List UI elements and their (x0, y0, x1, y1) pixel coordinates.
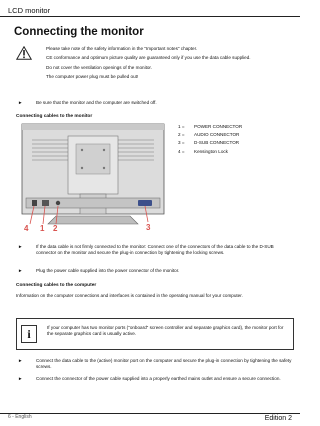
warning-icon (16, 46, 32, 60)
safety-note: The computer power plug must be pulled out! (46, 74, 139, 80)
connector-legend-item: 3 = D-SUB CONNECTOR (178, 140, 240, 146)
safety-note: Do not cover the ventilation openings of the monitor. (46, 64, 152, 70)
section-heading-monitor: Connecting cables to the monitor (16, 114, 93, 119)
connector-legend-item: 4 = Kensington Lock (178, 148, 228, 154)
page-number: 6 - English (8, 414, 32, 420)
step-text: Connect the data cable to the (active) monitor port on the computer and secure the plug-in connection by tightening the safety screws. (36, 358, 292, 369)
step-text: Be sure that the monitor and the computer are switched off. (36, 100, 157, 105)
footer-divider (0, 413, 300, 414)
info-icon: i (21, 325, 37, 343)
edition-label: Edition 2 (264, 415, 292, 422)
step-text: If the data cable is not firmly connected to the monitor: Connect one of the connectors of the data cable to the D-SUB connector on the monitor and secure the plug-in connection by tightening the locking screws. (36, 244, 274, 255)
page-title: Connecting the monitor (14, 26, 144, 38)
callout-number: 2 (53, 224, 58, 233)
info-note-text: If your computer has two monitor ports ("onboard" screen controller and separate graphics card), the monitor port for the separate graphics card is usually active. (47, 325, 284, 336)
connector-legend (178, 124, 242, 157)
callout-number: 3 (146, 223, 151, 232)
computer-intro-text: Information on the computer connections and interfaces is contained in the operating manual for your computer. (16, 293, 243, 298)
monitor-rear-illustration (18, 118, 168, 240)
bullet-arrow-icon: ► (18, 100, 23, 105)
step-text: Connect the connector of the power cable supplied into a properly earthed mains outlet and ensure a secure connection. (36, 376, 281, 381)
safety-note: CE conformance and optimum picture quality are guaranteed only if you use the data cable supplied. (46, 55, 251, 61)
info-note-box (16, 318, 294, 350)
callout-number: 4 (24, 224, 29, 233)
connector-legend-item: 2 = AUDIO CONNECTOR (178, 132, 240, 138)
bullet-arrow-icon: ► (18, 376, 23, 381)
running-header: LCD monitor (8, 6, 51, 15)
step-text: Plug the power cable supplied into the power connector of the monitor. (36, 268, 180, 273)
connector-legend-item: 1 = POWER CONNECTOR (178, 124, 243, 129)
callout-number: 1 (40, 224, 45, 233)
bullet-arrow-icon: ► (18, 358, 23, 363)
header-divider (0, 16, 300, 17)
bullet-arrow-icon: ► (18, 244, 23, 249)
safety-note: Please take note of the safety information in the "Important notes" chapter. (46, 46, 198, 51)
bullet-arrow-icon: ► (18, 268, 23, 273)
section-heading-computer: Connecting cables to the computer (16, 283, 97, 288)
safety-notes (46, 46, 292, 84)
